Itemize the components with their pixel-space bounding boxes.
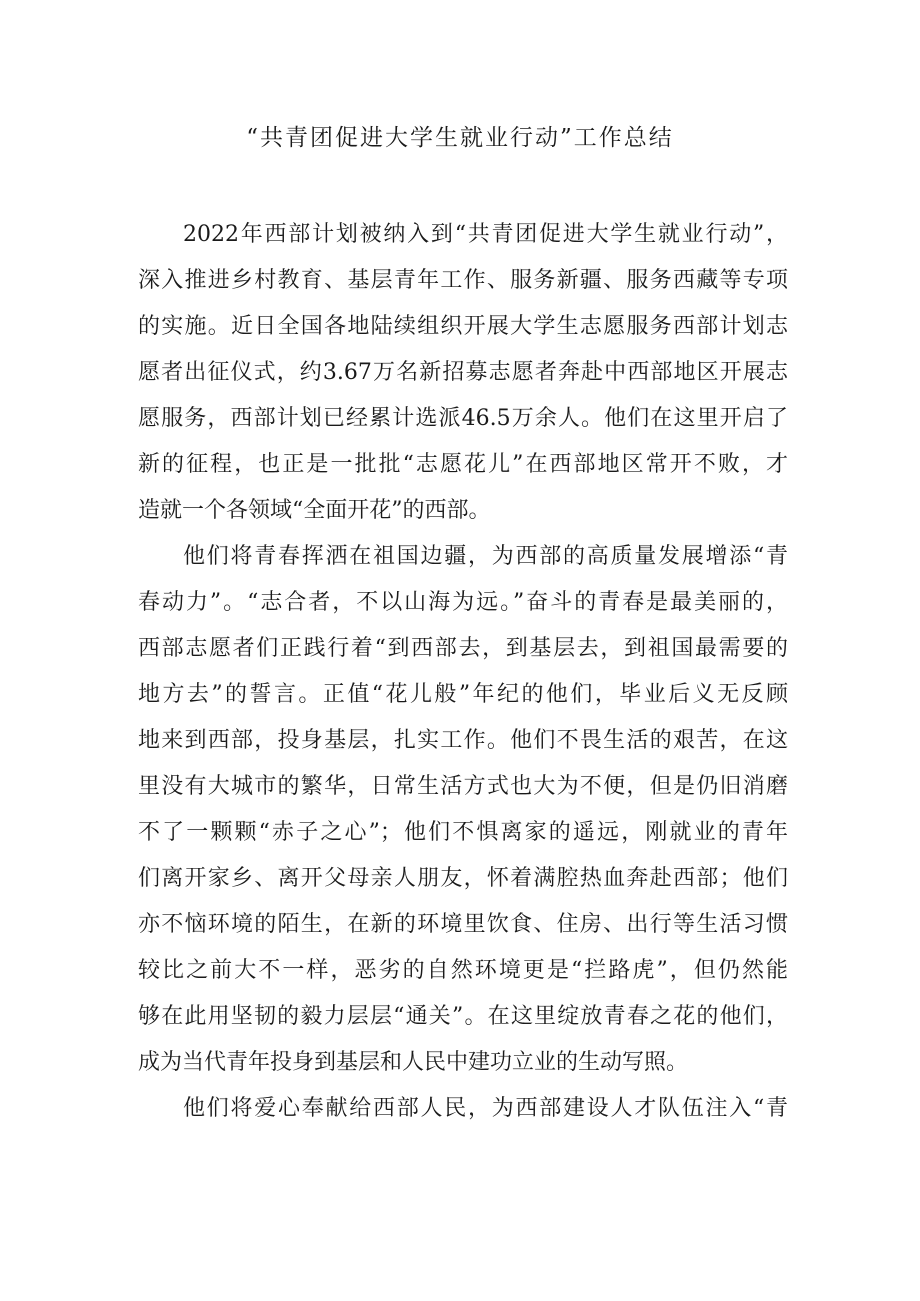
paragraph-line: 春动力”。“志合者，不以山海为远。”奋斗的青春是最美丽的， — [138, 590, 788, 615]
paragraph-line: 地来到西部，投身基层，扎实工作。他们不畏生活的艰苦，在这 — [138, 728, 788, 753]
paragraph-line: 较比之前大不一样，恶劣的自然环境更是“拦路虎”，但仍然能 — [138, 958, 788, 983]
paragraph-line: 地方去”的誓言。正值“花儿般”年纪的他们，毕业后义无反顾 — [138, 682, 788, 707]
paragraph-line: 够在此用坚韧的毅力层层“通关”。在这里绽放青春之花的他们， — [138, 1004, 788, 1029]
paragraph-line: 的实施。近日全国各地陆续组织开展大学生志愿服务西部计划志 — [138, 314, 788, 339]
paragraph-line: 成为当代青年投身到基层和人民中建功立业的生动写照。 — [138, 1050, 689, 1075]
paragraph-3 — [138, 1086, 788, 1132]
paragraph-line: 愿者出征仪式，约3.67万名新招募志愿者奔赴中西部地区开展志 — [138, 360, 788, 385]
document-title: “共青团促进大学生就业行动”工作总结 — [246, 125, 674, 151]
paragraph-line: 新的征程，也正是一批批“志愿花儿”在西部地区常开不败，才 — [138, 452, 788, 477]
paragraph-line: 他们将青春挥洒在祖国边疆，为西部的高质量发展增添“青 — [183, 544, 788, 569]
paragraph-line: 他们将爱心奉献给西部人民，为西部建设人才队伍注入“青 — [183, 1096, 788, 1121]
paragraph-2 — [138, 534, 788, 1086]
paragraph-line: 深入推进乡村教育、基层青年工作、服务新疆、服务西藏等专项 — [138, 268, 788, 293]
document-body — [138, 212, 788, 1132]
paragraph-line: 们离开家乡、离开父母亲人朋友，怀着满腔热血奔赴西部；他们 — [138, 866, 788, 891]
paragraph-line: 愿服务，西部计划已经累计选派46.5万余人。他们在这里开启了 — [138, 406, 788, 431]
paragraph-line: 里没有大城市的繁华，日常生活方式也大为不便，但是仍旧消磨 — [138, 774, 788, 799]
paragraph-line: 不了一颗颗“赤子之心”；他们不惧离家的遥远，刚就业的青年 — [138, 820, 788, 845]
paragraph-line: 造就一个各领域“全面开花”的西部。 — [138, 498, 491, 523]
paragraph-line: 2022年西部计划被纳入到“共青团促进大学生就业行动”， — [183, 222, 788, 247]
paragraph-line: 亦不恼环境的陌生，在新的环境里饮食、住房、出行等生活习惯 — [138, 912, 788, 937]
paragraph-line: 西部志愿者们正践行着“到西部去，到基层去，到祖国最需要的 — [138, 636, 788, 661]
paragraph-1 — [138, 212, 788, 534]
